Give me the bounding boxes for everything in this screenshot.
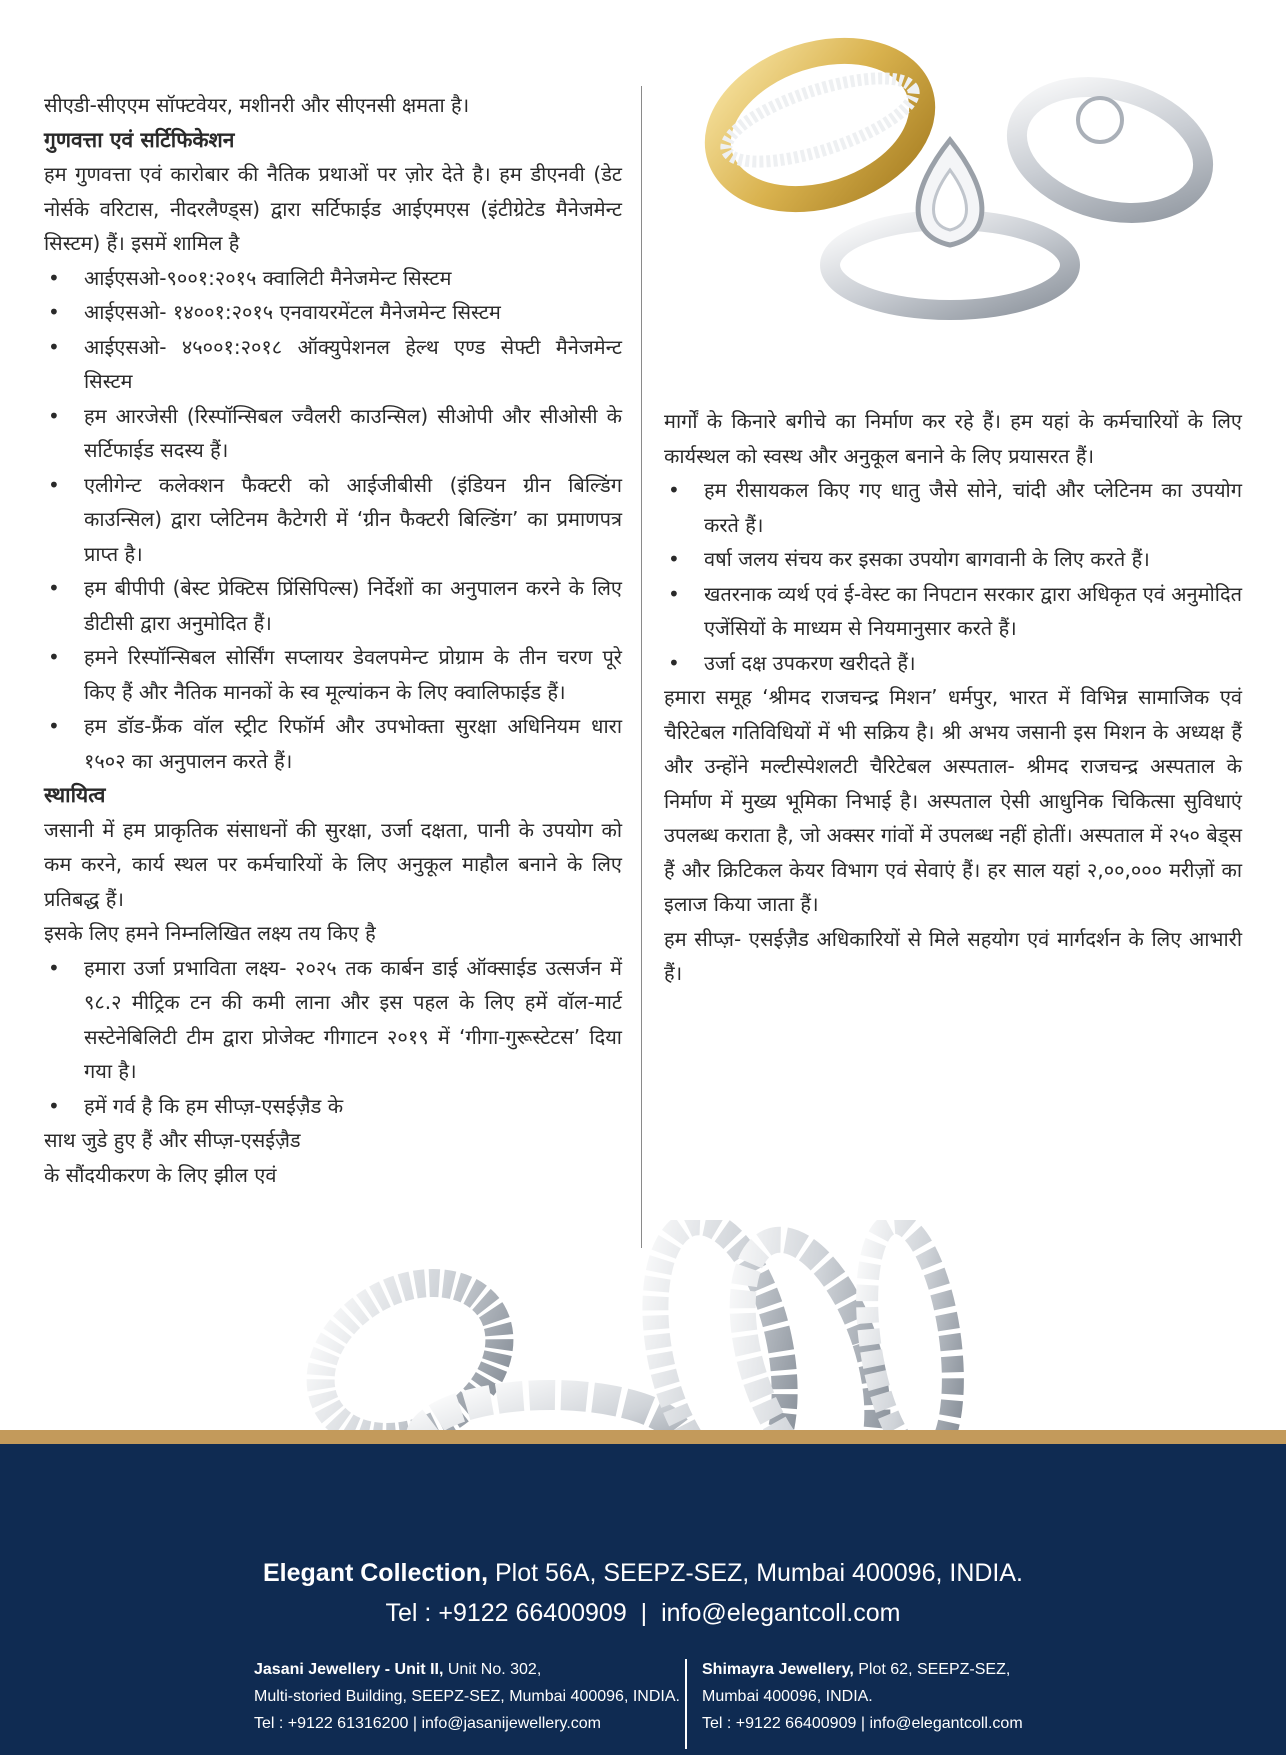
list-item: • हम डॉड-फ्रैंक वॉल स्ट्रीट रिफॉर्म और उपभोक्ता सुरक्षा अधिनियम धारा १५०२ का अनुपालन करते हैं। (44, 709, 622, 778)
green-bullet-list (664, 473, 1242, 680)
list-item: • आईएसओ- ४५००१:२०१८ ऑक्युपेशनल हेल्थ एण्ड सेफ्टी मैनेजमेन्ट सिस्टम (44, 330, 622, 399)
shimayra-email-link[interactable]: info@elegantcoll.com (869, 1715, 1023, 1732)
unit2-phone: +9122 61316200 (287, 1715, 409, 1732)
mission-paragraph: हमारा समूह ‘श्रीमद राजचन्द्र मिशन’ धर्मपुर, भारत में विभिन्न सामाजिक एवं चैरिटेबल गतिविधियों में भी सक्रिय है। श्री अभय जसानी इस मिशन के अध्यक्ष हैं और उन्होंने मल्टीस्पेशलटी चैरिटेबल अस्पताल- श्रीमद राजचन्द्र अस्पताल के निर्माण में मुख्य भूमिका निभाई है। अस्पताल ऐसी आधुनिक चिकित्सा सुविधाएं उपलब्ध कराता है, जो अक्सर गांवों में उपलब्ध नहीं होतीं। अस्पताल में २५० बेड्स हैं और क्रिटिकल केयर विभाग एवं सेवाएं हैं। हर साल यहां २,००,००० मरीज़ों का इलाज किया जाता हैं। (664, 685, 1242, 916)
bullet-icon: • (48, 576, 60, 600)
unit2-address-line1: Unit No. 302, (447, 1661, 542, 1678)
unit2-name: Jasani Jewellery - Unit II, (254, 1661, 444, 1678)
continuation-paragraph: मार्गों के किनारे बगीचे का निर्माण कर रहे हैं। हम यहां के कर्मचारियों के लिए कार्यस्थल को स्वस्थ और अनुकूल बनाने के लिए प्रयासरत हैं। (664, 409, 1242, 468)
bullet-icon: • (48, 645, 60, 669)
main-address (0, 1559, 1286, 1588)
column-divider (641, 86, 642, 1248)
bullet-icon: • (48, 714, 60, 738)
footer-divider (685, 1659, 687, 1749)
list-item: • हम बीपीपी (बेस्ट प्रेक्टिस प्रिंसिपिल्स) निर्देशों का अनुपालन करने के लिए डीटीसी द्वारा अनुमोदित हैं। (44, 571, 622, 640)
shimayra-tel-label: Tel : (702, 1715, 732, 1732)
list-item: • हमने रिस्पॉन्सिबल सोर्सिंग सप्लायर डेवलपमेन्ट प्रोग्राम के तीन चरण पूरे किए हैं और नैतिक मानकों के स्व मूल्यांकन के लिए क्वालिफाईड हैं। (44, 640, 622, 709)
intro-text: सीएडी-सीएएम सॉफ्टवेयर, मशीनरी और सीएनसी क्षमता है। (44, 93, 470, 117)
bullet-icon: • (668, 650, 680, 675)
quality-heading: गुणवत्ता एवं सर्टिफिकेशन (44, 127, 235, 152)
shimayra-address-line1: Plot 62, SEEPZ-SEZ, (858, 1661, 1011, 1678)
bullet-icon: • (668, 581, 680, 606)
sustainability-paragraph: जसानी में हम प्राकृतिक संसाधनों की सुरक्षा, उर्जा दक्षता, पानी के उपयोग को कम करने, कार्य स्थल पर कर्मचारियों के लिए अनुकूल माहौल बनाने के लिए प्रतिबद्ध हैं। (44, 817, 622, 911)
bullet-icon: • (48, 472, 60, 497)
bullet-icon: • (48, 300, 60, 324)
bullet-icon: • (668, 478, 680, 502)
list-item: • उर्जा दक्ष उपकरण खरीदते हैं। (664, 646, 1242, 681)
bullet-icon: • (668, 547, 680, 571)
seepz-line-2: साथ जुडे हुए हैं और सीप्ज़-एसईज़ैड (44, 1128, 301, 1152)
list-item: • आईएसओ- १४००१:२०१५ एनवायरमेंटल मैनेजमेन्ट सिस्टम (44, 295, 622, 330)
goals-intro: इसके लिए हमने निम्नलिखित लक्ष्य तय किए है (44, 921, 376, 945)
footer (0, 1444, 1286, 1755)
separator: | (860, 1715, 865, 1732)
bullet-icon: • (48, 955, 60, 980)
bullet-icon: • (48, 1093, 60, 1118)
quality-paragraph: हम गुणवत्ता एवं कारोबार की नैतिक प्रथाओं पर ज़ोर देते है। हम डीएनवी (डेट नोर्सके वरिटास, नीदरलैण्ड्स) द्वारा सर्टिफाईड आईएमएस (इंटीग्रेटेड मैनेजमेन्ट सिस्टम) हैं। इसमें शामिल है (44, 162, 622, 255)
shimayra-phone: +9122 66400909 (735, 1715, 857, 1732)
separator: | (412, 1715, 417, 1732)
list-item: • वर्षा जलय संचय कर इसका उपयोग बागवानी के लिए करते हैं। (664, 542, 1242, 577)
shimayra-address (702, 1656, 1023, 1737)
unit2-address (254, 1656, 680, 1737)
tel-label: Tel : (385, 1599, 432, 1627)
list-item: • हम आरजेसी (रिस्पॉन्सिबल ज्वैलरी काउन्सिल) सीओपी और सीओसी के सर्टिफाईड सदस्य हैं। (44, 399, 622, 468)
separator: | (640, 1599, 648, 1627)
bullet-icon: • (48, 265, 60, 290)
unit2-email-link[interactable]: info@jasanijewellery.com (421, 1715, 602, 1732)
unit2-address-line2: Multi-storied Building, SEEPZ-SEZ, Mumbai 400096, INDIA. (254, 1688, 680, 1705)
list-item: • हम रीसायकल किए गए धातु जैसे सोने, चांदी और प्लेटिनम का उपयोग करते हैं। (664, 473, 1242, 542)
thanks-paragraph: हम सीप्ज़- एसईज़ैड अधिकारियों से मिले सहयोग एवं मार्गदर्शन के लिए आभारी हैं। (664, 926, 1242, 985)
company-address: Plot 56A, SEEPZ-SEZ, Mumbai 400096, INDIA. (494, 1559, 1023, 1587)
list-item: • हमारा उर्जा प्रभाविता लक्ष्य- २०२५ तक कार्बन डाई ऑक्साईड उत्सर्जन में ९८.२ मीट्रिक टन की कमी लाना और इस पहल के लिए हमें वॉल-मार्ट सस्टेनेबिलिटी टीम द्वारा प्रोजेक्ट गीगाटन २०१९ में ‘गीगा-गुरूस्टेटस’ दिया गया है। (44, 951, 622, 1089)
shimayra-name: Shimayra Jewellery, (702, 1661, 854, 1678)
company-name: Elegant Collection, (263, 1559, 489, 1587)
phone-number: +9122 66400909 (438, 1599, 627, 1627)
seepz-bullet (44, 1089, 622, 1193)
list-item: • खतरनाक व्यर्थ एवं ई-वेस्ट का निपटान सरकार द्वारा अधिकृत एवं अनुमोदित एजेंसियों के माध्यम से नियमानुसार करते हैं। (664, 577, 1242, 646)
quality-bullet-list (44, 261, 622, 779)
rings-top-right-image (700, 20, 1260, 350)
sustainability-heading: स्थायित्व (44, 783, 106, 807)
shimayra-address-line2: Mumbai 400096, INDIA. (702, 1688, 873, 1705)
bullet-icon: • (48, 403, 60, 428)
main-contact (0, 1599, 1286, 1628)
seepz-line-3: के सौंदयीकरण के लिए झील एवं (44, 1162, 277, 1187)
left-column (44, 88, 622, 1192)
unit2-tel-label: Tel : (254, 1715, 284, 1732)
seepz-line-1: हमें गर्व है कि हम सीप्ज़-एसईज़ैड के (84, 1093, 344, 1118)
email-link[interactable]: info@elegantcoll.com (661, 1599, 901, 1627)
list-item: • एलीगेन्ट कलेक्शन फैक्टरी को आईजीबीसी (इंडियन ग्रीन बिल्डिंग काउन्सिल) द्वारा प्लेटिनम कैटेगरी में ‘ग्रीन फैक्टरी बिल्डिंग’ का प्रमाणपत्र प्राप्त है। (44, 468, 622, 572)
right-column (664, 404, 1242, 991)
gold-strip (0, 1430, 1286, 1444)
list-item: • आईएसओ-९००१:२०१५ क्वालिटी मैनेजमेन्ट सिस्टम (44, 261, 622, 296)
bullet-icon: • (48, 334, 60, 359)
